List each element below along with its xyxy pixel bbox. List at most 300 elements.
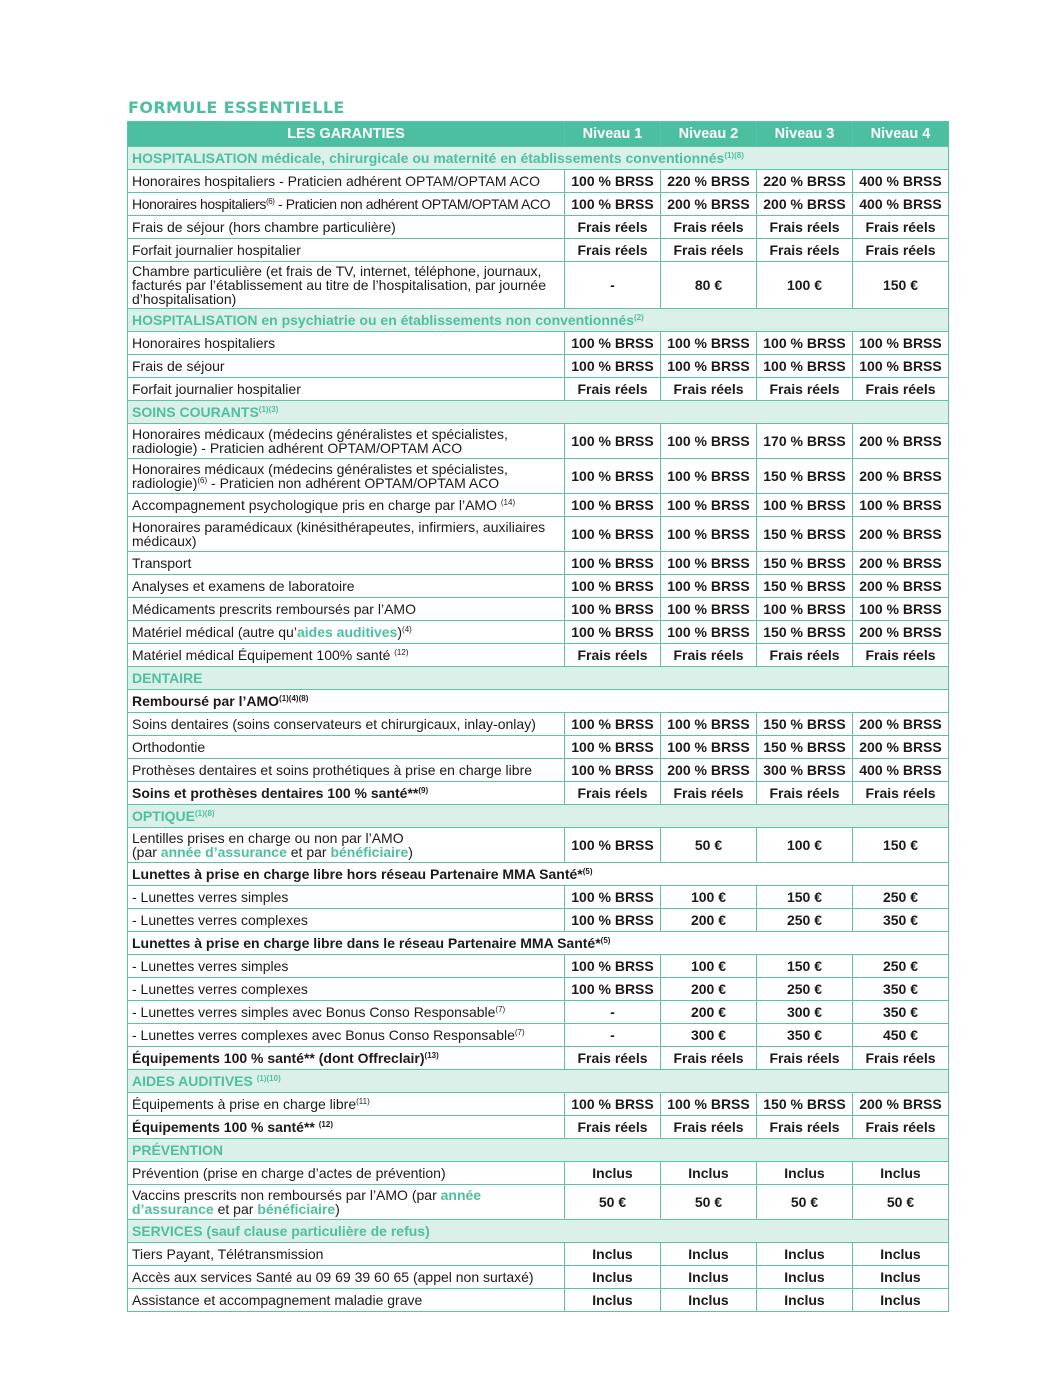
- table-row: [128, 909, 949, 932]
- level-3-value: 150 % BRSS: [757, 459, 853, 494]
- level-3-value: 150 % BRSS: [757, 713, 853, 736]
- section-row: [128, 667, 949, 690]
- level-4-value: Inclus: [853, 1243, 949, 1266]
- level-1-value: Inclus: [565, 1243, 661, 1266]
- section-title: [128, 1220, 949, 1243]
- level-1-value: 100 % BRSS: [565, 517, 661, 552]
- guarantees-table: [127, 121, 949, 1312]
- level-3-value: 150 % BRSS: [757, 552, 853, 575]
- level-3-value: 150 % BRSS: [757, 517, 853, 552]
- table-row: [128, 239, 949, 262]
- level-3-value: Frais réels: [757, 1116, 853, 1139]
- section-title: [128, 1070, 949, 1093]
- level-4-value: 50 €: [853, 1185, 949, 1220]
- level-4-value: Frais réels: [853, 782, 949, 805]
- label-text: Forfait journalier hospitalier: [132, 242, 301, 258]
- section-text: PRÉVENTION: [132, 1142, 224, 1158]
- guarantee-label: [128, 736, 565, 759]
- level-1-value: Inclus: [565, 1289, 661, 1312]
- level-2-value: 50 €: [661, 828, 757, 863]
- level-4-value: 200 % BRSS: [853, 517, 949, 552]
- level-1-value: 100 % BRSS: [565, 713, 661, 736]
- label-text: - Praticien non adhérent OPTAM/OPTAM ACO: [274, 196, 551, 212]
- label-text: - Lunettes verres complexes: [132, 981, 308, 997]
- table-row: [128, 494, 949, 517]
- level-4-value: 100 % BRSS: [853, 332, 949, 355]
- level-4-value: 200 % BRSS: [853, 552, 949, 575]
- level-4-value: Frais réels: [853, 1047, 949, 1070]
- glossary-term: année d’assurance: [160, 844, 287, 860]
- footnote-ref: (5): [582, 867, 593, 876]
- guarantee-label: [128, 216, 565, 239]
- footnote-ref: (13): [424, 1051, 439, 1060]
- guarantee-label: [128, 239, 565, 262]
- footnote-ref: (5): [600, 936, 611, 945]
- level-4-value: 350 €: [853, 978, 949, 1001]
- section-title: [128, 147, 949, 170]
- glossary-term: année d’assurance: [132, 1187, 482, 1217]
- guarantee-label: [128, 517, 565, 552]
- level-2-value: 100 €: [661, 886, 757, 909]
- level-4-value: 350 €: [853, 909, 949, 932]
- section-text: SERVICES (sauf clause particulière de refus): [132, 1223, 430, 1239]
- section-text: Lunettes à prise en charge libre dans le réseau Partenaire MMA Santé*: [132, 935, 601, 951]
- level-4-value: 100 % BRSS: [853, 355, 949, 378]
- level-2-value: Frais réels: [661, 1047, 757, 1070]
- level-3-value: 350 €: [757, 1024, 853, 1047]
- level-3-value: 50 €: [757, 1185, 853, 1220]
- level-3-value: 250 €: [757, 978, 853, 1001]
- footnote-ref: (6): [265, 197, 275, 206]
- level-1-value: 100 % BRSS: [565, 598, 661, 621]
- level-2-value: 100 % BRSS: [661, 459, 757, 494]
- guarantee-label: [128, 644, 565, 667]
- table-row: [128, 782, 949, 805]
- table-row: [128, 355, 949, 378]
- level-4-value: 200 % BRSS: [853, 424, 949, 459]
- level-1-value: 100 % BRSS: [565, 575, 661, 598]
- guarantee-label: [128, 378, 565, 401]
- level-2-value: 100 % BRSS: [661, 355, 757, 378]
- table-row: [128, 1116, 949, 1139]
- level-4-value: Inclus: [853, 1162, 949, 1185]
- table-row: [128, 886, 949, 909]
- level-3-value: 100 % BRSS: [757, 598, 853, 621]
- section-text: HOSPITALISATION médicale, chirurgicale ou maternité en établissements conventionnés: [132, 150, 725, 166]
- level-1-value: 100 % BRSS: [565, 909, 661, 932]
- level-2-value: 100 % BRSS: [661, 713, 757, 736]
- label-text: Tiers Payant, Télétransmission: [132, 1246, 324, 1262]
- level-1-value: 100 % BRSS: [565, 355, 661, 378]
- table-row: [128, 621, 949, 644]
- section-text: AIDES AUDITIVES: [132, 1073, 257, 1089]
- label-text: Prévention (prise en charge d’actes de prévention): [132, 1165, 446, 1181]
- table-row: [128, 644, 949, 667]
- table-row: [128, 424, 949, 459]
- level-2-value: 200 €: [661, 909, 757, 932]
- level-2-value: Inclus: [661, 1266, 757, 1289]
- level-2-value: Frais réels: [661, 644, 757, 667]
- section-row: [128, 1220, 949, 1243]
- guarantee-label: [128, 598, 565, 621]
- level-1-value: 100 % BRSS: [565, 552, 661, 575]
- section-text: OPTIQUE: [132, 808, 196, 824]
- footnote-ref: (1)(4)(8): [279, 694, 309, 703]
- level-3-value: 220 % BRSS: [757, 170, 853, 193]
- label-text: Honoraires médicaux (médecins généralistes et spécialistes, radiologie): [132, 461, 508, 491]
- guarantee-label: [128, 1243, 565, 1266]
- header-level-1: Niveau 1: [565, 122, 661, 147]
- label-text: Lentilles prises en charge ou non par l’AMO: [132, 830, 404, 846]
- guarantee-label: [128, 459, 565, 494]
- level-3-value: Inclus: [757, 1162, 853, 1185]
- level-1-value: 50 €: [565, 1185, 661, 1220]
- guarantee-label: [128, 886, 565, 909]
- level-3-value: Inclus: [757, 1243, 853, 1266]
- table-row: [128, 193, 949, 216]
- level-4-value: Frais réels: [853, 239, 949, 262]
- level-1-value: Inclus: [565, 1162, 661, 1185]
- level-1-value: Frais réels: [565, 378, 661, 401]
- level-2-value: 100 % BRSS: [661, 598, 757, 621]
- subsection-title: [128, 932, 949, 955]
- level-1-value: Frais réels: [565, 1047, 661, 1070]
- level-2-value: Frais réels: [661, 216, 757, 239]
- table-row: [128, 598, 949, 621]
- header-level-3: Niveau 3: [757, 122, 853, 147]
- label-text: Équipements à prise en charge libre: [132, 1096, 357, 1112]
- level-3-value: 250 €: [757, 909, 853, 932]
- level-4-value: 200 % BRSS: [853, 1093, 949, 1116]
- guarantee-label: [128, 1093, 565, 1116]
- table-row: [128, 828, 949, 863]
- section-text: Lunettes à prise en charge libre hors réseau Partenaire MMA Santé*: [132, 866, 583, 882]
- table-row: [128, 332, 949, 355]
- level-4-value: 200 % BRSS: [853, 621, 949, 644]
- guarantee-label: [128, 1289, 565, 1312]
- level-4-value: 100 % BRSS: [853, 598, 949, 621]
- level-3-value: Inclus: [757, 1266, 853, 1289]
- table-row: [128, 517, 949, 552]
- level-3-value: 100 % BRSS: [757, 332, 853, 355]
- footnote-ref: (6): [197, 476, 208, 485]
- label-text: Équipements 100 % santé**: [132, 1119, 319, 1135]
- level-3-value: 100 €: [757, 262, 853, 309]
- guarantee-label: [128, 1266, 565, 1289]
- guarantee-label: [128, 1001, 565, 1024]
- table-row: [128, 378, 949, 401]
- table-row: [128, 1289, 949, 1312]
- level-1-value: Frais réels: [565, 782, 661, 805]
- level-1-value: Frais réels: [565, 239, 661, 262]
- level-2-value: 200 €: [661, 978, 757, 1001]
- level-2-value: 100 % BRSS: [661, 517, 757, 552]
- level-2-value: 100 €: [661, 955, 757, 978]
- section-row: [128, 401, 949, 424]
- level-2-value: 300 €: [661, 1024, 757, 1047]
- label-text: - Lunettes verres simples: [132, 958, 289, 974]
- level-2-value: 200 % BRSS: [661, 759, 757, 782]
- level-3-value: Frais réels: [757, 378, 853, 401]
- subsection-title: [128, 690, 949, 713]
- level-1-value: 100 % BRSS: [565, 193, 661, 216]
- glossary-term: bénéficiaire: [330, 844, 409, 860]
- footnote-ref: (14): [500, 498, 516, 507]
- table-row: [128, 759, 949, 782]
- label-text: Forfait journalier hospitalier: [132, 381, 301, 397]
- footnote-ref: (1)(8): [724, 151, 744, 160]
- table-row: [128, 552, 949, 575]
- level-3-value: 150 % BRSS: [757, 621, 853, 644]
- section-text: SOINS COURANTS: [132, 404, 259, 420]
- guarantee-label: [128, 759, 565, 782]
- footnote-ref: (9): [418, 786, 429, 795]
- section-title: [128, 805, 949, 828]
- label-text: Médicaments prescrits remboursés par l’AMO: [132, 601, 416, 617]
- label-text: ): [408, 844, 413, 860]
- table-row: [128, 575, 949, 598]
- table-row: [128, 170, 949, 193]
- level-2-value: 100 % BRSS: [661, 575, 757, 598]
- section-row: [128, 805, 949, 828]
- level-1-value: -: [565, 1001, 661, 1024]
- level-3-value: 200 % BRSS: [757, 193, 853, 216]
- label-text: Chambre particulière (et frais de TV, internet, téléphone, journaux, facturés par l’établissement au titre de l’hospitalisation, par journée d’hospitalisation): [132, 263, 547, 307]
- level-4-value: 450 €: [853, 1024, 949, 1047]
- level-4-value: 150 €: [853, 262, 949, 309]
- level-2-value: Inclus: [661, 1162, 757, 1185]
- label-text: Soins dentaires (soins conservateurs et chirurgicaux, inlay-onlay): [132, 716, 536, 732]
- level-4-value: Frais réels: [853, 1116, 949, 1139]
- level-4-value: 100 % BRSS: [853, 494, 949, 517]
- guarantee-label: [128, 621, 565, 644]
- footnote-ref: (1)(10): [256, 1074, 281, 1083]
- table-row: [128, 1093, 949, 1116]
- label-text: Honoraires hospitaliers: [132, 196, 266, 212]
- level-4-value: 250 €: [853, 955, 949, 978]
- level-2-value: Inclus: [661, 1243, 757, 1266]
- header-level-4: Niveau 4: [853, 122, 949, 147]
- level-1-value: Frais réels: [565, 1116, 661, 1139]
- level-2-value: Inclus: [661, 1289, 757, 1312]
- guarantee-label: [128, 828, 565, 863]
- table-row: [128, 1266, 949, 1289]
- level-2-value: 50 €: [661, 1185, 757, 1220]
- level-4-value: 200 % BRSS: [853, 575, 949, 598]
- footnote-ref: (12): [318, 1120, 333, 1129]
- level-3-value: 100 % BRSS: [757, 355, 853, 378]
- level-3-value: 150 €: [757, 955, 853, 978]
- level-4-value: 200 % BRSS: [853, 713, 949, 736]
- level-2-value: Frais réels: [661, 1116, 757, 1139]
- section-title: [128, 401, 949, 424]
- label-text: - Lunettes verres complexes: [132, 912, 308, 928]
- guarantee-label: [128, 193, 565, 216]
- level-4-value: 200 % BRSS: [853, 736, 949, 759]
- label-text: (par: [132, 844, 161, 860]
- table-row: [128, 713, 949, 736]
- header-level-2: Niveau 2: [661, 122, 757, 147]
- label-text: Équipements 100 % santé** (dont Offreclair): [132, 1050, 425, 1066]
- label-text: Accompagnement psychologique pris en charge par l’AMO: [132, 497, 501, 513]
- table-row: [128, 1047, 949, 1070]
- guarantee-label: [128, 1116, 565, 1139]
- level-3-value: 170 % BRSS: [757, 424, 853, 459]
- section-title: [128, 1139, 949, 1162]
- level-3-value: Frais réels: [757, 782, 853, 805]
- label-text: Assistance et accompagnement maladie grave: [132, 1292, 423, 1308]
- guarantee-label: [128, 1162, 565, 1185]
- level-3-value: 300 % BRSS: [757, 759, 853, 782]
- footnote-ref: (1)(8): [195, 809, 215, 818]
- section-row: [128, 309, 949, 332]
- label-text: Accès aux services Santé au 09 69 39 60 65 (appel non surtaxé): [132, 1269, 534, 1285]
- guarantee-label: [128, 424, 565, 459]
- level-1-value: Inclus: [565, 1266, 661, 1289]
- table-row: [128, 216, 949, 239]
- level-3-value: 150 % BRSS: [757, 575, 853, 598]
- level-3-value: Inclus: [757, 1289, 853, 1312]
- guarantee-label: [128, 170, 565, 193]
- header-guarantees: LES GARANTIES: [128, 122, 565, 147]
- guarantee-label: [128, 494, 565, 517]
- footnote-ref: (4): [402, 625, 412, 634]
- section-text: HOSPITALISATION en psychiatrie ou en établissements non conventionnés: [132, 312, 635, 328]
- level-1-value: -: [565, 1024, 661, 1047]
- level-4-value: 350 €: [853, 1001, 949, 1024]
- label-text: ): [335, 1201, 340, 1217]
- level-1-value: 100 % BRSS: [565, 1093, 661, 1116]
- guarantee-label: [128, 909, 565, 932]
- level-3-value: 100 % BRSS: [757, 494, 853, 517]
- table-row: [128, 459, 949, 494]
- level-2-value: 80 €: [661, 262, 757, 309]
- level-1-value: Frais réels: [565, 216, 661, 239]
- level-1-value: -: [565, 262, 661, 309]
- guarantee-label: [128, 575, 565, 598]
- level-2-value: Frais réels: [661, 782, 757, 805]
- level-2-value: Frais réels: [661, 239, 757, 262]
- label-text: Honoraires hospitaliers: [132, 335, 276, 351]
- level-3-value: Frais réels: [757, 239, 853, 262]
- subsection-row: [128, 690, 949, 713]
- level-2-value: 100 % BRSS: [661, 424, 757, 459]
- label-text: Frais de séjour: [132, 358, 225, 374]
- label-text: Transport: [132, 555, 192, 571]
- table-row: [128, 1001, 949, 1024]
- label-text: Prothèses dentaires et soins prothétiques à prise en charge libre: [132, 762, 533, 778]
- level-4-value: Frais réels: [853, 644, 949, 667]
- level-2-value: 100 % BRSS: [661, 332, 757, 355]
- label-text: - Lunettes verres simples: [132, 889, 289, 905]
- guarantee-label: [128, 552, 565, 575]
- label-text: et par: [213, 1201, 258, 1217]
- subsection-row: [128, 932, 949, 955]
- table-row: [128, 1243, 949, 1266]
- level-4-value: 250 €: [853, 886, 949, 909]
- level-2-value: 200 % BRSS: [661, 193, 757, 216]
- glossary-term: bénéficiaire: [257, 1201, 336, 1217]
- footnote-ref: (1)(3): [258, 405, 279, 414]
- table-row: [128, 1185, 949, 1220]
- label-text: - Praticien non adhérent OPTAM/OPTAM ACO: [207, 475, 500, 491]
- footnote-ref: (7): [495, 1005, 506, 1014]
- table-header-row: [128, 122, 949, 147]
- subsection-title: [128, 863, 949, 886]
- label-text: Vaccins prescrits non remboursés par l’AMO (par: [132, 1187, 441, 1203]
- level-3-value: Frais réels: [757, 1047, 853, 1070]
- level-1-value: 100 % BRSS: [565, 170, 661, 193]
- guarantee-label: [128, 978, 565, 1001]
- level-3-value: Frais réels: [757, 216, 853, 239]
- guarantee-label: [128, 713, 565, 736]
- guarantee-label: [128, 355, 565, 378]
- label-text: Honoraires médicaux (médecins généralistes et spécialistes, radiologie) - Praticien adhérent OPTAM/OPTAM ACO: [132, 426, 508, 456]
- table-row: [128, 978, 949, 1001]
- level-4-value: Frais réels: [853, 378, 949, 401]
- section-title: [128, 309, 949, 332]
- footnote-ref: (2): [634, 313, 644, 322]
- level-2-value: Frais réels: [661, 378, 757, 401]
- level-3-value: 150 % BRSS: [757, 736, 853, 759]
- guarantee-label: [128, 1024, 565, 1047]
- level-1-value: 100 % BRSS: [565, 955, 661, 978]
- level-4-value: Inclus: [853, 1266, 949, 1289]
- level-2-value: 100 % BRSS: [661, 1093, 757, 1116]
- level-4-value: 150 €: [853, 828, 949, 863]
- label-text: Honoraires paramédicaux (kinésithérapeutes, infirmiers, auxiliaires médicaux): [132, 519, 546, 549]
- section-text: Remboursé par l’AMO: [132, 693, 280, 709]
- guarantee-label: [128, 955, 565, 978]
- level-1-value: 100 % BRSS: [565, 459, 661, 494]
- level-2-value: 100 % BRSS: [661, 621, 757, 644]
- level-3-value: 150 % BRSS: [757, 1093, 853, 1116]
- table-body: [128, 147, 949, 1312]
- level-2-value: 200 €: [661, 1001, 757, 1024]
- level-1-value: 100 % BRSS: [565, 886, 661, 909]
- guarantee-label: [128, 1047, 565, 1070]
- label-text: Honoraires hospitaliers - Praticien adhérent OPTAM/OPTAM ACO: [132, 173, 540, 189]
- glossary-term: aides auditives: [296, 624, 398, 640]
- guarantee-label: [128, 782, 565, 805]
- level-4-value: 400 % BRSS: [853, 759, 949, 782]
- level-4-value: 400 % BRSS: [853, 170, 949, 193]
- page-title: FORMULE ESSENTIELLE: [128, 98, 345, 117]
- label-text: Analyses et examens de laboratoire: [132, 578, 355, 594]
- footnote-ref: (7): [514, 1028, 525, 1037]
- level-3-value: 300 €: [757, 1001, 853, 1024]
- label-text: - Lunettes verres complexes avec Bonus Conso Responsable: [132, 1027, 515, 1043]
- section-row: [128, 147, 949, 170]
- label-text: Soins et prothèses dentaires 100 % santé**: [132, 785, 419, 801]
- label-text: Orthodontie: [132, 739, 206, 755]
- level-1-value: 100 % BRSS: [565, 424, 661, 459]
- level-1-value: 100 % BRSS: [565, 759, 661, 782]
- level-4-value: Inclus: [853, 1289, 949, 1312]
- label-text: ): [397, 624, 403, 640]
- label-text: et par: [286, 844, 331, 860]
- table-row: [128, 1024, 949, 1047]
- level-2-value: 100 % BRSS: [661, 736, 757, 759]
- section-text: DENTAIRE: [132, 670, 203, 686]
- table-row: [128, 262, 949, 309]
- table-row: [128, 955, 949, 978]
- table-row: [128, 1162, 949, 1185]
- guarantee-label: [128, 1185, 565, 1220]
- subsection-row: [128, 863, 949, 886]
- level-1-value: 100 % BRSS: [565, 494, 661, 517]
- level-1-value: 100 % BRSS: [565, 736, 661, 759]
